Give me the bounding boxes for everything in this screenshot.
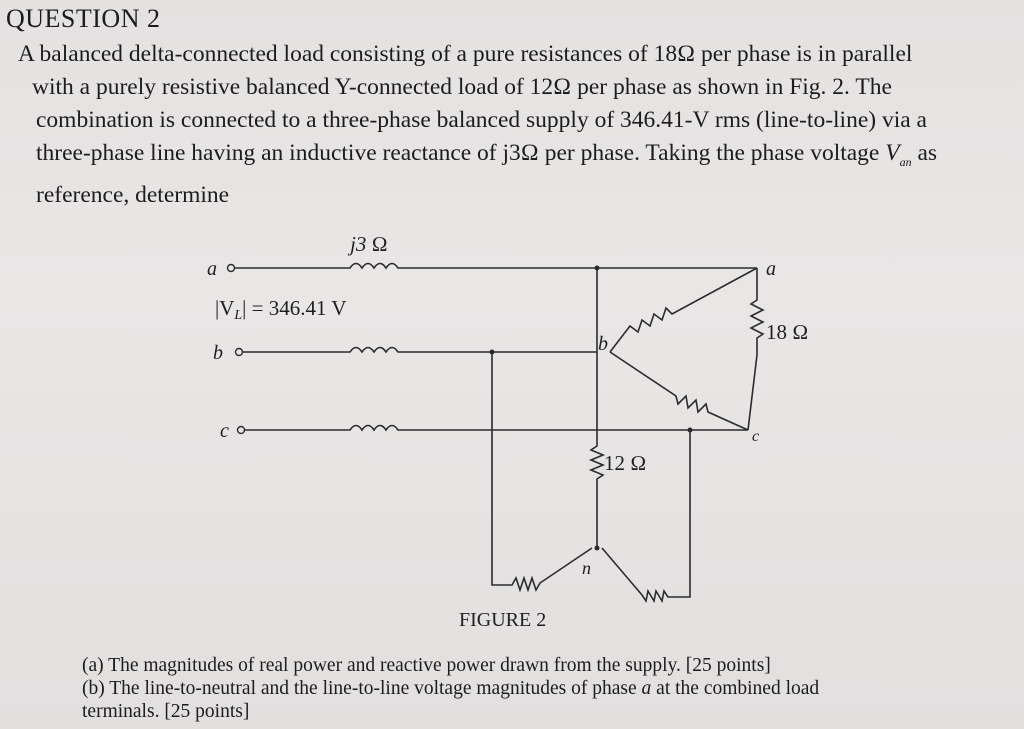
problem-line-4-text: three-phase line having an inductive reactance of j3Ω per phase. Taking the phase voltage <box>36 140 880 166</box>
line-b-wire <box>243 348 597 353</box>
part-a: (a) The magnitudes of real power and reactive power drawn from the supply. [25 points] <box>82 655 771 676</box>
delta-a-to-c <box>748 268 763 430</box>
neutral-node <box>595 546 600 551</box>
wye-phase-a <box>591 268 603 548</box>
problem-line-1: A balanced delta-connected load consisting of a pure resistances of 18Ω per phase is in parallel <box>18 41 913 67</box>
problem-line-4 <box>18 137 1016 179</box>
part-b <box>82 677 1012 700</box>
figure-caption: FIGURE 2 <box>459 609 547 631</box>
problem-statement <box>18 38 1016 212</box>
line-voltage-label: |VL| = 346.41 V <box>215 296 347 323</box>
wye-phase-b <box>492 352 592 590</box>
label-a-in: a <box>207 258 217 280</box>
terminal-a-in <box>228 265 235 272</box>
delta-a-to-b <box>610 268 757 352</box>
part-b-phase-symbol: a <box>641 678 652 699</box>
wye-resistance-label: 12 Ω <box>604 451 647 475</box>
question-parts <box>82 654 1012 723</box>
label-b-in: b <box>213 342 223 364</box>
reactance-label: j3 Ω <box>350 232 388 256</box>
label-neutral: n <box>582 558 591 578</box>
part-b-continuation: terminals. [25 points] <box>82 701 250 722</box>
delta-resistance-label: 18 Ω <box>766 320 809 344</box>
label-b-delta: b <box>598 333 608 355</box>
label-c-in: c <box>220 420 229 442</box>
delta-b-to-c <box>610 352 748 430</box>
problem-line-5: reference, determine <box>36 182 230 208</box>
problem-line-3: combination is connected to a three-phase balanced supply of 346.41-V rms (line-to-line) via a <box>36 107 927 133</box>
line-c-wire <box>245 426 748 431</box>
phase-voltage-subscript: an <box>899 155 912 169</box>
part-b-text-2: at the combined load <box>656 678 820 699</box>
circuit-diagram <box>0 210 1024 650</box>
terminal-c-in <box>238 427 245 434</box>
part-b-text: (b) The line-to-neutral and the line-to-line voltage magnitudes of phase <box>82 678 637 699</box>
phase-voltage-symbol: V <box>885 140 900 166</box>
terminal-b-in <box>236 349 243 356</box>
question-title: QUESTION 2 <box>6 4 161 33</box>
problem-line-4-tail: as <box>917 140 938 166</box>
label-a-delta: a <box>766 258 776 280</box>
problem-line-2: with a purely resistive balanced Y-connected load of 12Ω per phase as shown in Fig. 2. The <box>32 74 892 100</box>
label-c-delta: c <box>752 428 760 445</box>
line-a-wire <box>235 264 757 269</box>
